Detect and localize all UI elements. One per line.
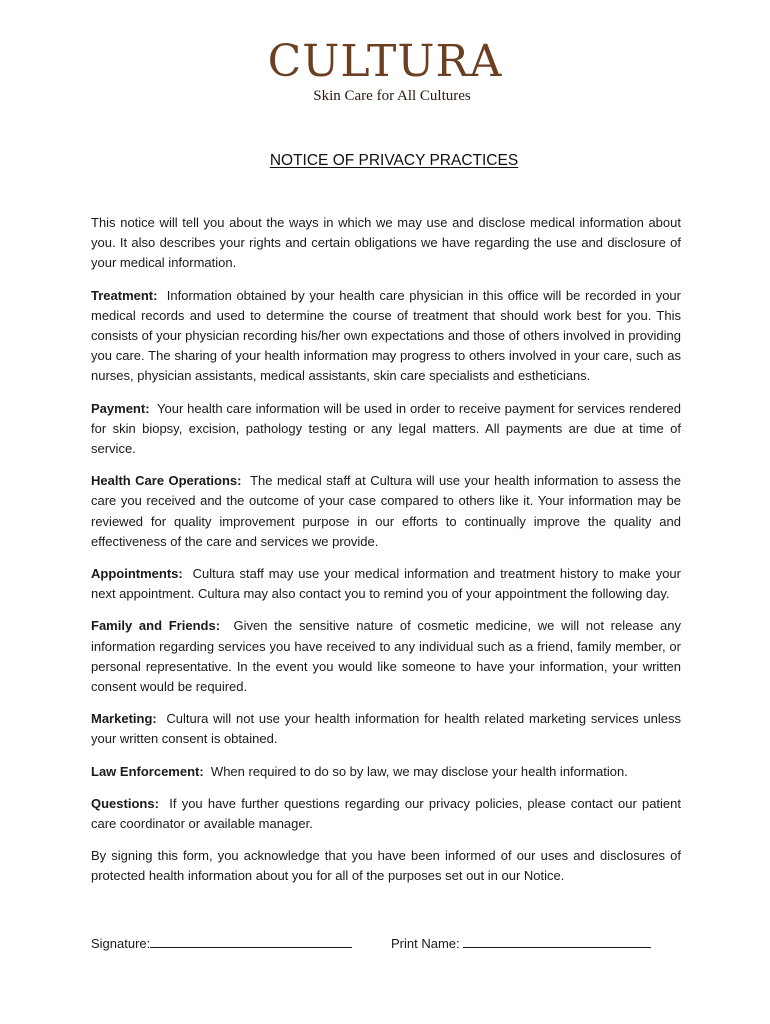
closing-paragraph: By signing this form, you acknowledge that you have been informed of our uses and disclosures of protected health information about you for all of the purposes set out in our Notice. — [91, 848, 681, 884]
section-heading: Law Enforcement: — [91, 763, 204, 779]
section-text: Your health care information will be used in order to receive payment for services rendered for skin biopsy, excision, pathology testing or any legal matters. All payments are due at time of service. — [91, 400, 681, 457]
section-health-care-operations — [91, 471, 681, 552]
section-law-enforcement — [91, 762, 681, 782]
print-name-label: Print Name: — [391, 936, 460, 951]
signature-field[interactable] — [91, 934, 352, 954]
cultura-logo — [0, 38, 770, 105]
section-treatment — [91, 286, 681, 387]
notice-body — [91, 213, 681, 899]
section-heading: Treatment: — [91, 287, 158, 303]
logo-wordmark: CULTURA — [267, 36, 503, 87]
print-name-field[interactable] — [391, 934, 651, 954]
section-text: If you have further questions regarding our privacy policies, please contact our patient care coordinator or available manager. — [91, 795, 681, 832]
page-title: NOTICE OF PRIVACY PRACTICES — [269, 152, 519, 169]
section-marketing — [91, 709, 681, 749]
section-text: When required to do so by law, we may disclose your health information. — [210, 763, 628, 779]
section-family-and-friends — [91, 616, 681, 697]
section-heading: Health Care Operations: — [91, 473, 242, 489]
section-payment — [91, 399, 681, 460]
logo-tagline: Skin Care for All Cultures — [313, 88, 471, 104]
section-text: Cultura will not use your health information for health related marketing services unless your written consent is obtained. — [91, 711, 681, 747]
section-text: The medical staff at Cultura will use your health information to assess the care you received and the outcome of your case compared to others like it. Your information may be reviewed for quality improvement purpose in our efforts to continually improve the quality and effectiveness of the care and services we provide. — [91, 473, 681, 549]
signature-line[interactable] — [150, 935, 352, 948]
signature-label: Signature: — [91, 936, 151, 951]
section-heading: Appointments: — [91, 566, 183, 582]
section-text: Given the sensitive nature of cosmetic medicine, we will not release any information regarding services you have received to any individual such as a friend, family member, or personal representative. In the event you would like someone to have your information, your written consent would be required. — [91, 618, 681, 695]
print-name-line[interactable] — [463, 935, 651, 948]
section-appointments — [91, 564, 681, 604]
section-heading: Questions: — [91, 795, 159, 811]
section-questions — [91, 794, 681, 834]
section-heading: Marketing: — [91, 711, 157, 727]
section-text: Information obtained by your health care physician in this office will be recorded in your medical records and used to determine the course of treatment that should work best for you. This consists of your physician recording his/her own expectations and those of others involved in providing you care. The sharing of your health information may progress to others involved in your care, such as nurses, physician assistants, medical assistants, skin care specialists and estheticians. — [91, 287, 681, 384]
section-text: Cultura staff may use your medical information and treatment history to make your next appointment. Cultura may also contact you to remind you of your appointment the following day. — [91, 566, 681, 602]
intro-paragraph: This notice will tell you about the ways in which we may use and disclose medical information about you. It also describes your rights and certain obligations we have regarding the use and disclosure of your medical information. — [91, 215, 681, 271]
section-heading: Family and Friends: — [91, 618, 221, 634]
section-heading: Payment: — [91, 400, 150, 416]
